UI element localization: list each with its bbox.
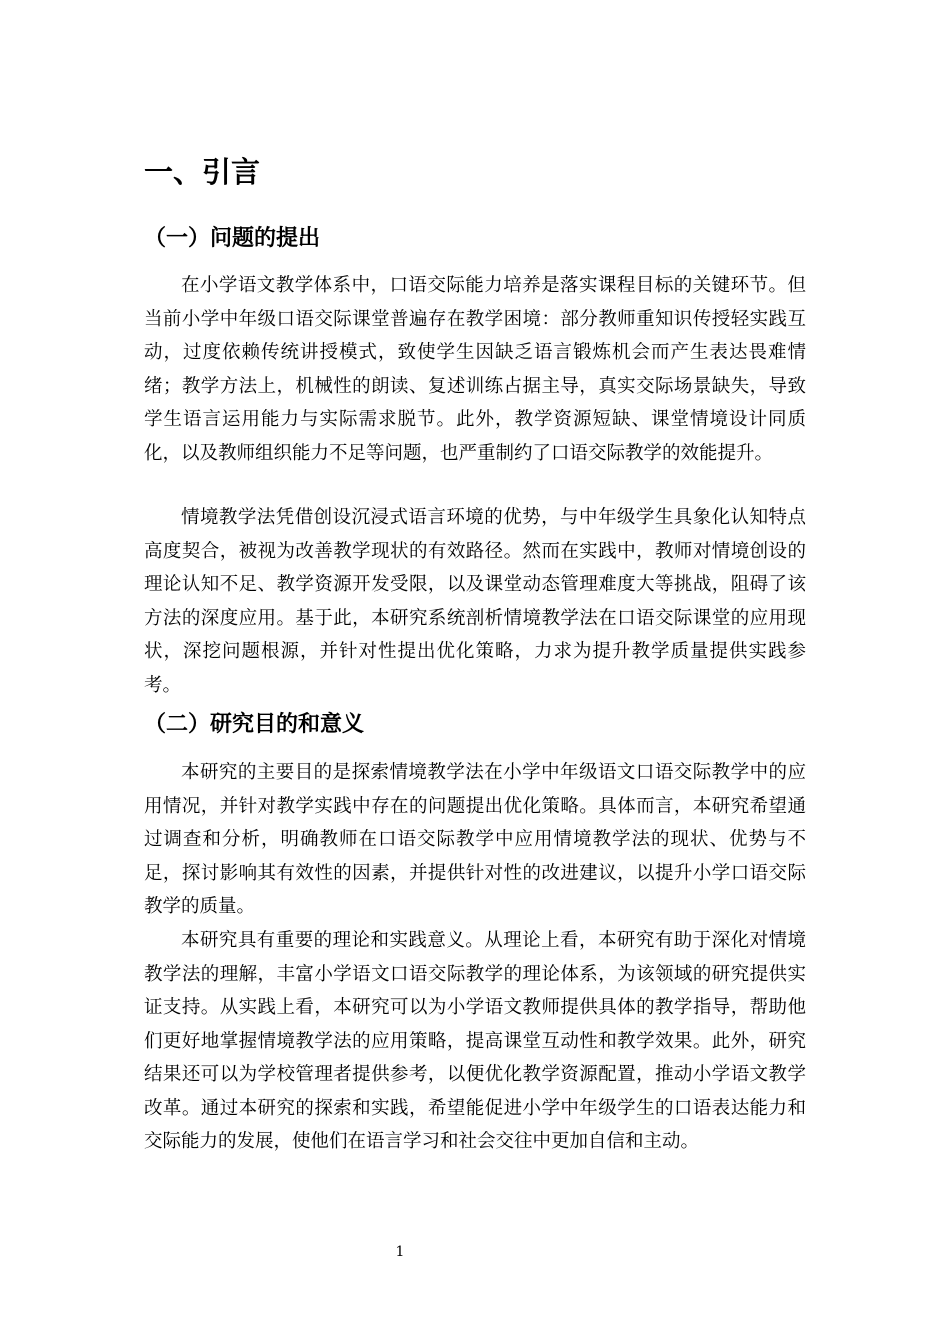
chapter-title: 一、引言 <box>144 155 261 189</box>
section-heading-problem: （一）问题的提出 <box>144 226 321 251</box>
page-number: 1 <box>395 1244 405 1260</box>
section-heading-purpose: （二）研究目的和意义 <box>144 712 365 737</box>
paragraph-problem-background: 在小学语文教学体系中，口语交际能力培养是落实课程目标的关键环节。但当前小学中年级口语交际课堂普遍存在教学困境：部分教师重知识传授轻实践互动，过度依赖传统讲授模式，致使学生因缺乏语言锻炼机会而产生表达畏难情绪；教学方法上，机械性的朗读、复述训练占据主导，真实交际场景缺失，导致学生语言运用能力与实际需求脱节。此外，教学资源短缺、课堂情境设计同质化，以及教师组织能力不足等问题，也严重制约了口语交际教学的效能提升。 <box>144 275 806 464</box>
paragraph-research-purpose: 本研究的主要目的是探索情境教学法在小学中年级语文口语交际教学中的应用情况，并针对教学实践中存在的问题提出优化策略。具体而言，本研究希望通过调查和分析，明确教师在口语交际教学中应用情境教学法的现状、优势与不足，探讨影响其有效性的因素，并提供针对性的改进建议，以提升小学口语交际教学的质量。 <box>144 762 806 917</box>
paragraph-situational-teaching: 情境教学法凭借创设沉浸式语言环境的优势，与中年级学生具象化认知特点高度契合，被视为改善教学现状的有效路径。然而在实践中，教师对情境创设的理论认知不足、教学资源开发受限，以及课堂动态管理难度大等挑战，阻碍了该方法的深度应用。基于此，本研究系统剖析情境教学法在口语交际课堂的应用现状，深挖问题根源，并针对性提出优化策略，力求为提升教学质量提供实践参考。 <box>144 507 806 696</box>
paragraph-research-significance: 本研究具有重要的理论和实践意义。从理论上看，本研究有助于深化对情境教学法的理解，丰富小学语文口语交际教学的理论体系，为该领域的研究提供实证支持。从实践上看，本研究可以为小学语文教师提供具体的教学指导，帮助他们更好地掌握情境教学法的应用策略，提高课堂互动性和教学效果。此外，研究结果还可以为学校管理者提供参考，以便优化教学资源配置，推动小学语文教学改革。通过本研究的探索和实践，希望能促进小学中年级学生的口语表达能力和交际能力的发展，使他们在语言学习和社会交往中更加自信和主动。 <box>144 930 806 1152</box>
